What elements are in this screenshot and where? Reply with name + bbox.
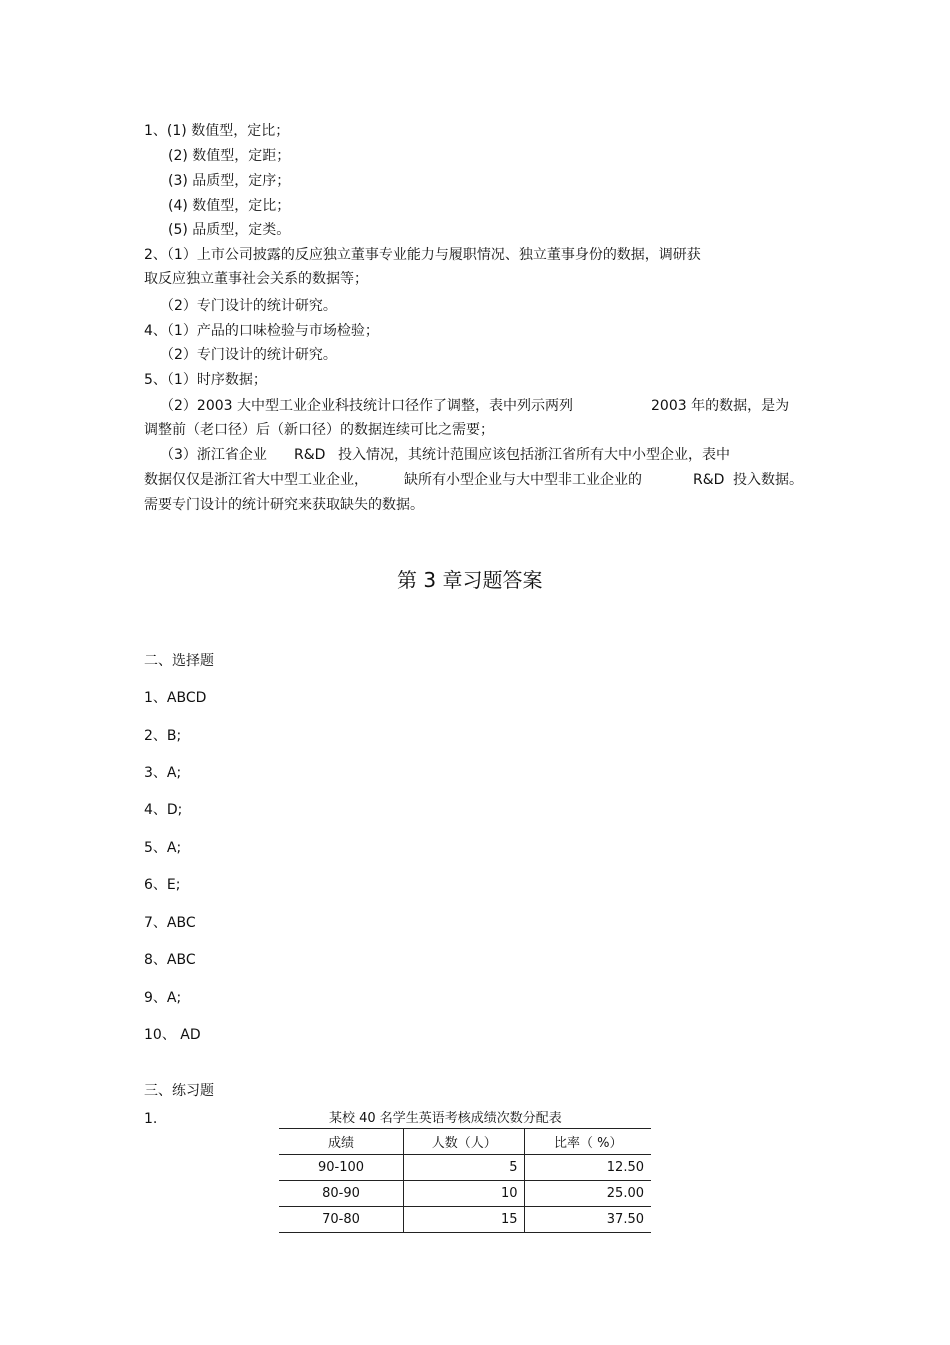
column-header: 人数（人） — [404, 1129, 525, 1155]
chapter-title: 第 3 章习题答案 — [397, 568, 543, 592]
answer-line: (2) 数值型，定距； — [168, 148, 291, 164]
choice-answer: 10、 AD — [144, 1027, 201, 1043]
answer-line: 取反应独立董事社会关系的数据等； — [144, 271, 368, 287]
answer-line: (5) 品质型，定类。 — [168, 222, 291, 238]
table-cell: 15 — [404, 1207, 525, 1233]
choice-answer: 7、ABC — [144, 915, 196, 931]
column-header: 成绩 — [279, 1129, 404, 1155]
choice-answer: 4、D; — [144, 802, 183, 818]
answer-line: 数据仅仅是浙江省大中型工业企业， — [144, 472, 368, 488]
table-cell: 25.00 — [525, 1181, 651, 1207]
answer-line: R&D — [693, 472, 725, 488]
table-cell: 37.50 — [525, 1207, 651, 1233]
choice-answer: 1、ABCD — [144, 690, 207, 706]
answer-line: 投入数据。 — [733, 472, 803, 488]
choice-answer: 5、A; — [144, 840, 182, 856]
answer-line: （3）浙江省企业 — [160, 447, 267, 463]
answer-line: 调整前（老口径）后（新口径）的数据连续可比之需要； — [144, 422, 494, 438]
answer-line: (4) 数值型，定比； — [168, 198, 291, 214]
table-row — [279, 1181, 651, 1207]
choice-answer: 9、A; — [144, 990, 182, 1006]
choice-answer: 2、B; — [144, 728, 182, 744]
table-title: 某校 40 名学生英语考核成绩次数分配表 — [329, 1111, 562, 1126]
table-cell: 5 — [404, 1155, 525, 1181]
answer-line: 4、（1）产品的口味检验与市场检验； — [144, 323, 379, 339]
frequency-table — [279, 1128, 651, 1233]
table-cell: 80-90 — [279, 1181, 404, 1207]
section-heading: 二、选择题 — [144, 653, 214, 669]
answer-line: （2）专门设计的统计研究。 — [160, 347, 337, 363]
table-cell: 90-100 — [279, 1155, 404, 1181]
answer-line: 5、（1）时序数据； — [144, 372, 267, 388]
answer-line: （2）2003 大中型工业企业科技统计口径作了调整，表中列示两列 — [160, 398, 573, 414]
answer-line: R&D — [294, 447, 326, 463]
table-cell: 10 — [404, 1181, 525, 1207]
answer-line: 1、(1) 数值型，定比； — [144, 123, 290, 139]
answer-line: 缺所有小型企业与大中型非工业企业的 — [404, 472, 642, 488]
table-row — [279, 1207, 651, 1233]
answer-line: 2、（1）上市公司披露的反应独立董事专业能力与履职情况、独立董事身份的数据，调研获 — [144, 247, 701, 263]
answer-line: (3) 品质型，定序； — [168, 173, 291, 189]
table-cell: 70-80 — [279, 1207, 404, 1233]
exercise-number: 1. — [144, 1111, 158, 1127]
choice-answer: 8、ABC — [144, 952, 196, 968]
answer-line: （2）专门设计的统计研究。 — [160, 298, 337, 314]
choice-answer: 6、E; — [144, 877, 181, 893]
section-heading: 三、练习题 — [144, 1083, 214, 1099]
table-header-row — [279, 1129, 651, 1155]
choice-answer: 3、A; — [144, 765, 182, 781]
table-cell: 12.50 — [525, 1155, 651, 1181]
answer-line: 投入情况，其统计范围应该包括浙江省所有大中小型企业，表中 — [338, 447, 730, 463]
column-header: 比率（ %） — [525, 1129, 651, 1155]
answer-line: 2003 年的数据，是为 — [651, 398, 790, 414]
answer-line: 需要专门设计的统计研究来获取缺失的数据。 — [144, 497, 424, 513]
table-row — [279, 1155, 651, 1181]
